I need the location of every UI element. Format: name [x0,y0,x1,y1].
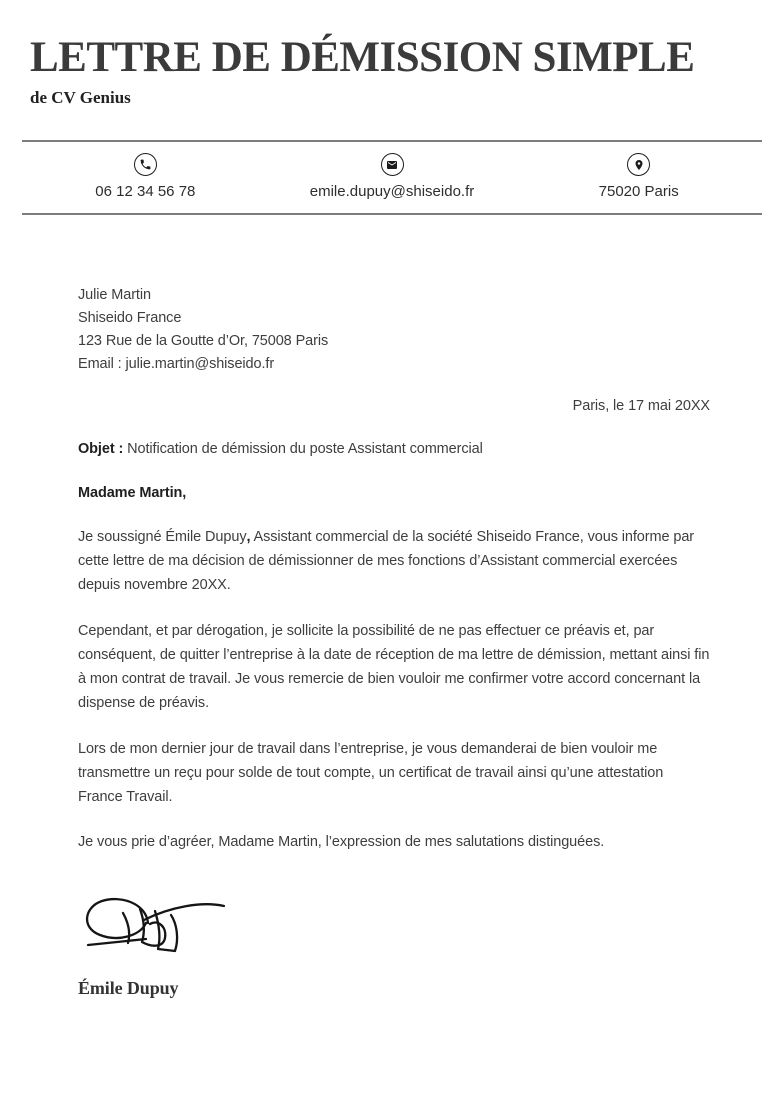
letter-body [78,284,710,999]
phone-icon [134,153,157,176]
page-title: LETTRE DE DÉMISSION SIMPLE [30,34,695,81]
document-header [0,0,784,108]
paragraph-1-text: Je soussigné Émile Dupuy [78,529,247,545]
paragraph-1-bold: , [246,529,251,545]
location-text: 75020 Paris [598,183,679,200]
closing-line: Je vous prie d’agréer, Madame Martin, l’expression de mes salutations distinguées. [78,834,605,850]
paragraph-3: Lors de mon dernier jour de travail dans l’entreprise, je vous demanderai de bien vouloir me transmettre un reçu pour solde de tout compte, un certificat de travail ainsi qu’une attestation France Travail. [78,741,664,805]
paragraph-1-text-cont: Assistant commercial de la société Shiseido France, vous informe par cette lettre de ma décision de démissionner de mes fonctions d’Assistant commercial exercées depuis novembre 20XX. [78,529,695,593]
paragraph-2: Cependant, et par dérogation, je sollicite la possibilité de ne pas effectuer ce préavis et, par conséquent, de quitter l’entreprise à la date de réception de ma lettre de démission, mettant ainsi fin à mon contrat de travail. Je vous remercie de bien vouloir me confirmer votre accord concernant la dispense de préavis. [78,623,710,711]
contact-bar [22,140,762,215]
signature-name: Émile Dupuy [78,978,179,998]
paragraph-1 [78,525,710,597]
subject-line [78,440,710,459]
subject-text: Notification de démission du poste Assistant commercial [123,441,483,457]
salutation: Madame Martin, [78,485,187,501]
signature-scribble [78,890,236,962]
contact-location [515,153,762,200]
recipient-block [78,284,710,376]
contact-email [269,153,516,200]
recipient-name: Julie Martin [78,287,151,303]
date-line: Paris, le 17 mai 20XX [572,398,710,414]
recipient-company: Shiseido France [78,310,182,326]
recipient-address: 123 Rue de la Goutte d’Or, 75008 Paris [78,333,329,349]
email-address: emile.dupuy@shiseido.fr [309,183,475,200]
email-icon [381,153,404,176]
page-subtitle: de CV Genius [30,88,131,107]
phone-number: 06 12 34 56 78 [95,183,196,200]
contact-phone [22,153,269,200]
location-icon [627,153,650,176]
subject-label: Objet : [78,441,124,457]
recipient-email: Email : julie.martin@shiseido.fr [78,356,275,372]
signature [78,890,238,962]
